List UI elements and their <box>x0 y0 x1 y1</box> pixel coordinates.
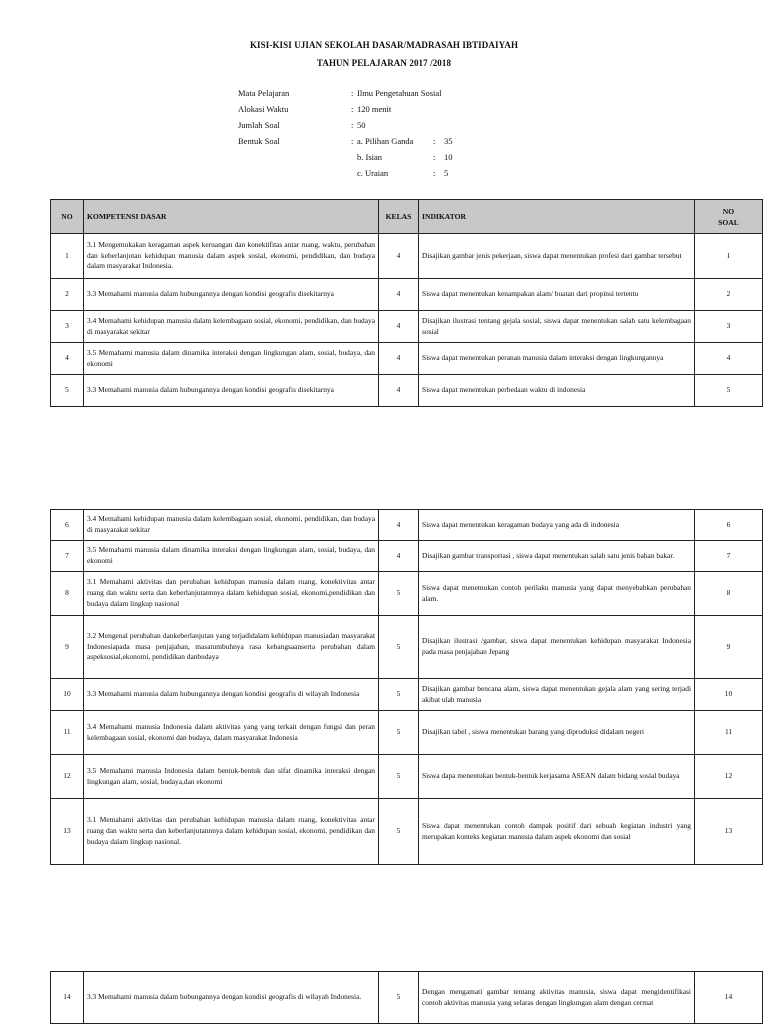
row-no: 12 <box>51 755 84 799</box>
indikator-cell: Siswa dapat menentukan contoh dampak positif dari sebuah kegiatan industri yang merupakan konteks kegiatan manusia dalam aspek ekonomi dan sosial <box>419 799 695 865</box>
info-colon: : <box>351 120 354 130</box>
kelas-cell: 4 <box>379 541 419 572</box>
kompetensi-dasar-cell: 3.3 Memahami manusia dalam hubungannya dengan kondisi geografis disekitarnya <box>84 375 379 407</box>
info-colon: : <box>433 152 436 162</box>
kelas-cell: 5 <box>379 679 419 711</box>
info-value: Ilmu Pengetahuan Sosial <box>357 88 442 98</box>
table-row <box>51 234 763 279</box>
kisi-table-page-1 <box>50 199 763 407</box>
no-soal-cell: 14 <box>695 972 763 1024</box>
info-colon: : <box>433 168 436 178</box>
kelas-cell: 5 <box>379 972 419 1024</box>
kelas-cell: 5 <box>379 799 419 865</box>
row-no: 4 <box>51 343 84 375</box>
table-row <box>51 311 763 343</box>
table-row <box>51 375 763 407</box>
header-kompetensi: KOMPETENSI DASAR <box>84 200 379 234</box>
info-value: 120 menit <box>357 104 392 114</box>
header-no: NO <box>51 200 84 234</box>
kelas-cell: 5 <box>379 755 419 799</box>
table-row <box>51 541 763 572</box>
kisi-table-page-3 <box>50 971 763 1024</box>
kompetensi-dasar-cell: 3.1 Memahami aktivitas dan perubahan kehidupan manusia dalam ruang, konektivitas antar ruang dan waktu serta dan keberlanjutannnya dalam kehidupan sosial, ekonomi,pendidikan dan budaya dalam lingkup nasional <box>84 572 379 616</box>
kelas-cell: 5 <box>379 616 419 679</box>
no-soal-cell: 1 <box>695 234 763 279</box>
no-soal-cell: 5 <box>695 375 763 407</box>
table-row <box>51 972 763 1024</box>
info-label: Bentuk Soal <box>238 136 280 146</box>
row-no: 11 <box>51 711 84 755</box>
no-soal-cell: 4 <box>695 343 763 375</box>
info-sub-label: a. Pilihan Ganda <box>357 136 414 146</box>
kompetensi-dasar-cell: 3.1 Mengemukakan keragaman aspek keruangan dan konektifitas antar ruang, waktu, perubahan dan keberlanjutan kehidupan manusia dalam aspek sosial, ekonomi, pendidikan, dan budaya dalam masyarakat Indonesia. <box>84 234 379 279</box>
table-row <box>51 799 763 865</box>
kompetensi-dasar-cell: 3.3 Memahami manusia dalam hubungannya dengan kondisi geografis disekitarnya <box>84 279 379 311</box>
table-row <box>51 572 763 616</box>
kompetensi-dasar-cell: 3.5 Memahami manusia dalam dinamika interaksi dengan lingkungan alam, sosial, budaya, dan ekonomi <box>84 541 379 572</box>
kompetensi-dasar-cell: 3.4 Memahami kehidupan manusia dalam kelembagaan sosial, ekonomi, pendidikan, dan budaya di masyarakat sekitar <box>84 510 379 541</box>
header-no-soal-line1: NO <box>722 206 735 216</box>
indikator-cell: Siswa dapat menemukan contoh perilaku manusia yang dapat menyebabkan perubahan alam. <box>419 572 695 616</box>
no-soal-cell: 12 <box>695 755 763 799</box>
table-row <box>51 755 763 799</box>
indikator-cell: Disajikan gambar transportasi , siswa dapat menentukan salah satu jenis bahan bakar. <box>419 541 695 572</box>
kompetensi-dasar-cell: 3.5 Memahami manusia Indonesia dalam bentuk-bentuk dan sifat dinamika interaksi dengan lingkungan alam, sosial, budaya,dan ekonomi <box>84 755 379 799</box>
kompetensi-dasar-cell: 3.3 Memahami manusia dalam hubungannya dengan kondisi geografis di wilayah Indonesia. <box>84 972 379 1024</box>
document-year: TAHUN PELAJARAN 2017 /2018 <box>316 58 452 68</box>
info-sub-value: 35 <box>444 136 453 146</box>
indikator-cell: Disajikan ilustrasi tentang gejala sosial, siswa dapat menentukan salah satu kelembagaan sosial <box>419 311 695 343</box>
table-row <box>51 616 763 679</box>
header-indikator: INDIKATOR <box>419 200 695 234</box>
table-header-row <box>51 200 763 234</box>
table-row <box>51 279 763 311</box>
no-soal-cell: 2 <box>695 279 763 311</box>
row-no: 10 <box>51 679 84 711</box>
kelas-cell: 4 <box>379 311 419 343</box>
kelas-cell: 4 <box>379 343 419 375</box>
kompetensi-dasar-cell: 3.4 Memahami kehidupan manusia dalam kelembagaan sosial, ekonomi, pendidikan, dan budaya di masyarakat sekitar <box>84 311 379 343</box>
no-soal-cell: 11 <box>695 711 763 755</box>
kelas-cell: 5 <box>379 572 419 616</box>
info-colon: : <box>351 88 354 98</box>
indikator-cell: Siswa dapa menentukan bentuk-bentuk kerjasama ASEAN dalam bidang sosial budaya <box>419 755 695 799</box>
indikator-cell: Siswa dapat menentukan kenampakan alam/ buatan dari propinsi tertentu <box>419 279 695 311</box>
info-label: Mata Pelajaran <box>238 88 290 98</box>
row-no: 9 <box>51 616 84 679</box>
info-colon: : <box>351 104 354 114</box>
kompetensi-dasar-cell: 3.1 Memahami aktivitas dan perubahan kehidupan manusia dalam ruang, konektivitas antar ruang dan waktu serta dan keberlanjutannnya dalam kehidupan sosial, ekonomi, pendidikan dan budaya dalam lingkup nasional. <box>84 799 379 865</box>
row-no: 5 <box>51 375 84 407</box>
row-no: 7 <box>51 541 84 572</box>
row-no: 13 <box>51 799 84 865</box>
info-label: Jumlah Soal <box>238 120 280 130</box>
indikator-cell: Siswa dapat menentukan keragaman budaya yang ada di indonesia <box>419 510 695 541</box>
indikator-cell: Disajikan gambar bencana alam, siswa dapat menentukan gejala alam yang sering terjadi akibat ulah manusia <box>419 679 695 711</box>
table-row <box>51 510 763 541</box>
row-no: 2 <box>51 279 84 311</box>
kelas-cell: 4 <box>379 279 419 311</box>
header-no-soal-line2: SOAL <box>718 217 739 227</box>
kompetensi-dasar-cell: 3.4 Memahami manusia Indonesia dalam aktivitas yang yang terkait dengan fungsi dan peran kelembagaan sosial, ekonomi dan budaya, dalam masyarakat Indonesia <box>84 711 379 755</box>
info-sub-label: b. Isian <box>357 152 383 162</box>
header-no-soal <box>695 200 763 234</box>
indikator-cell: Dengan mengamati gambar tentang aktivitas manusia, siswa dapat mengidentifikasi contoh aktivitas manusia yang selaras dengan lingkungan alam dengan cermat <box>419 972 695 1024</box>
indikator-cell: Siswa dapat menentukan peranan manusia dalam interaksi dengan lingkungannya <box>419 343 695 375</box>
kelas-cell: 4 <box>379 234 419 279</box>
info-sub-label: c. Uraian <box>357 168 389 178</box>
row-no: 1 <box>51 234 84 279</box>
info-colon: : <box>433 136 436 146</box>
indikator-cell: Disajikan tabel , siswa menentukan barang yang diproduksi didalam negeri <box>419 711 695 755</box>
indikator-cell: Siswa dapat menentukan perbedaan waktu di indonesia <box>419 375 695 407</box>
info-sub-value: 5 <box>444 168 449 178</box>
table-row <box>51 711 763 755</box>
row-no: 6 <box>51 510 84 541</box>
kelas-cell: 4 <box>379 510 419 541</box>
indikator-cell: Disajikan ilustrasi /gambar, siswa dapat menentukan kehidupan masyarakat Indonesia pada masa penjajahan Jepang <box>419 616 695 679</box>
info-label: Alokasi Waktu <box>238 104 289 114</box>
no-soal-cell: 3 <box>695 311 763 343</box>
header-kelas: KELAS <box>379 200 419 234</box>
table-row <box>51 679 763 711</box>
info-colon: : <box>351 136 354 146</box>
info-sub-value: 10 <box>444 152 453 162</box>
no-soal-cell: 7 <box>695 541 763 572</box>
no-soal-cell: 13 <box>695 799 763 865</box>
no-soal-cell: 8 <box>695 572 763 616</box>
kompetensi-dasar-cell: 3.2 Mengenal perubahan dankeberlanjutan yang terjadidalam kehidupan manusiadan masyarakat Indonesiapada masa penjajahan, masatumbuhnya rasa kebangsaanserta perubahan dalam aspeksosial,ekonomi, pendidikan danbudaya <box>84 616 379 679</box>
info-value: 50 <box>357 120 366 130</box>
kompetensi-dasar-cell: 3.3 Memahami manusia dalam hubungannya dengan kondisi geografis di wilayah Indonesia <box>84 679 379 711</box>
kisi-table-page-2 <box>50 509 763 865</box>
no-soal-cell: 6 <box>695 510 763 541</box>
kelas-cell: 5 <box>379 711 419 755</box>
kelas-cell: 4 <box>379 375 419 407</box>
row-no: 8 <box>51 572 84 616</box>
document-title: KISI-KISI UJIAN SEKOLAH DASAR/MADRASAH IBTIDAIYAH <box>249 40 519 50</box>
indikator-cell: Disajikan gambar jenis pekerjaan, siswa dapat menentukan profesi dari gambar tersebut <box>419 234 695 279</box>
kompetensi-dasar-cell: 3.5 Memahami manusia dalam dinamika interaksi dengan lingkungan alam, sosial, budaya, dan ekonomi <box>84 343 379 375</box>
no-soal-cell: 9 <box>695 616 763 679</box>
row-no: 14 <box>51 972 84 1024</box>
no-soal-cell: 10 <box>695 679 763 711</box>
table-row <box>51 343 763 375</box>
row-no: 3 <box>51 311 84 343</box>
